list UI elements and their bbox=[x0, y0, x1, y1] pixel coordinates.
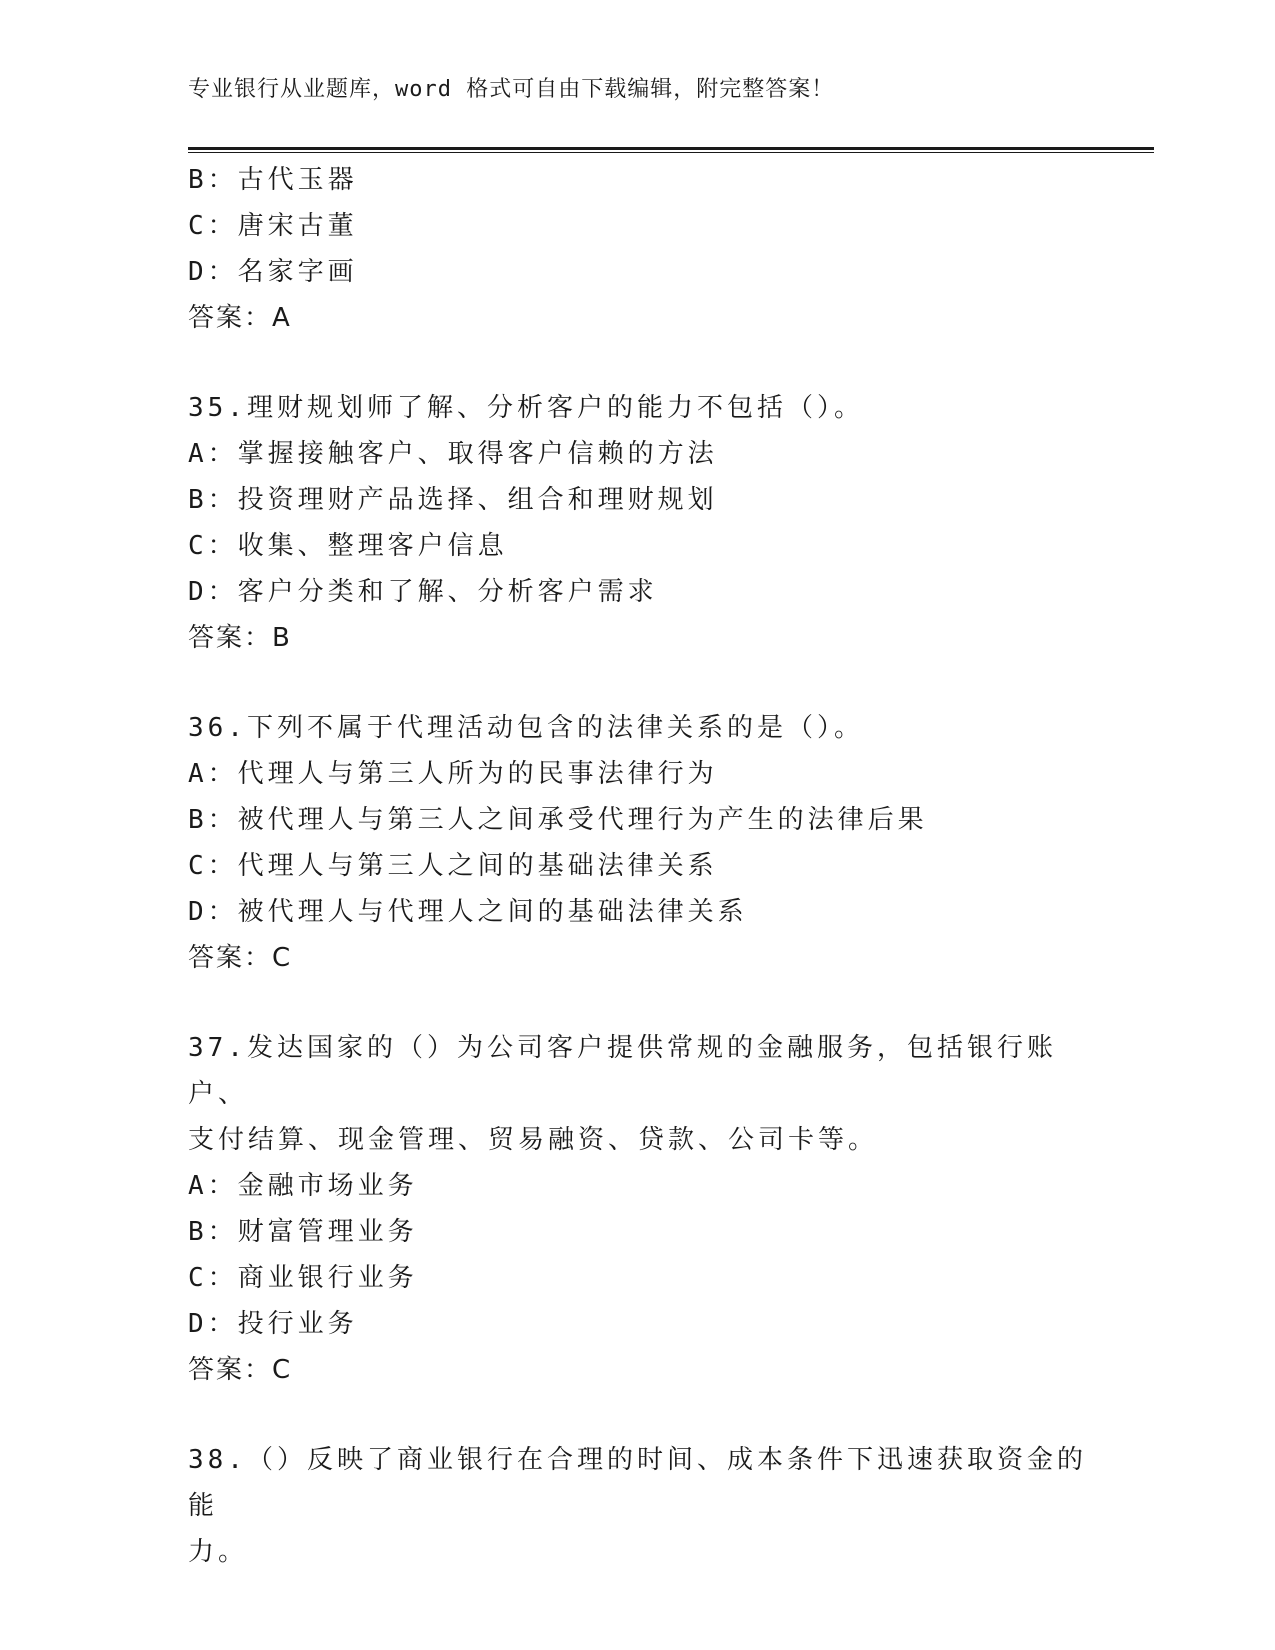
answer: 答案：C bbox=[188, 1355, 293, 1385]
option-a: A：掌握接触客户、取得客户信赖的方法 bbox=[188, 439, 718, 469]
question-38 bbox=[188, 1437, 1088, 1575]
header-divider bbox=[188, 147, 1154, 153]
option-d: D：投行业务 bbox=[188, 1309, 358, 1339]
question-37 bbox=[188, 1025, 1088, 1393]
option-c: C：唐宋古董 bbox=[188, 211, 358, 241]
option-d: D：被代理人与代理人之间的基础法律关系 bbox=[188, 897, 748, 927]
option-b: B：财富管理业务 bbox=[188, 1217, 418, 1247]
option-c: C：商业银行业务 bbox=[188, 1263, 418, 1293]
option-b: B：投资理财产品选择、组合和理财规划 bbox=[188, 485, 718, 515]
question-34-tail bbox=[188, 157, 1088, 341]
answer: 答案：A bbox=[188, 303, 292, 333]
question-stem-line-1: 38.（）反映了商业银行在合理的时间、成本条件下迅速获取资金的能 bbox=[188, 1445, 1087, 1521]
question-stem-line-1: 37.发达国家的（）为公司客户提供常规的金融服务，包括银行账户、 bbox=[188, 1033, 1057, 1109]
option-b: B：被代理人与第三人之间承受代理行为产生的法律后果 bbox=[188, 805, 928, 835]
option-c: C：收集、整理客户信息 bbox=[188, 531, 508, 561]
option-c: C：代理人与第三人之间的基础法律关系 bbox=[188, 851, 718, 881]
question-stem-line-2: 支付结算、现金管理、贸易融资、贷款、公司卡等。 bbox=[188, 1125, 879, 1155]
option-d: D：名家字画 bbox=[188, 257, 358, 287]
question-stem-line-2: 力。 bbox=[188, 1537, 249, 1567]
option-d: D：客户分类和了解、分析客户需求 bbox=[188, 577, 658, 607]
question-stem: 36.下列不属于代理活动包含的法律关系的是（）。 bbox=[188, 713, 864, 743]
option-a: A：代理人与第三人所为的民事法律行为 bbox=[188, 759, 718, 789]
question-list bbox=[188, 157, 1088, 1575]
answer: 答案：B bbox=[188, 623, 292, 653]
question-36 bbox=[188, 705, 1088, 981]
option-b: B：古代玉器 bbox=[188, 165, 358, 195]
page-header: 专业银行从业题库，word 格式可自由下载编辑，附完整答案！ bbox=[188, 77, 835, 102]
answer: 答案：C bbox=[188, 943, 293, 973]
question-stem: 35.理财规划师了解、分析客户的能力不包括（）。 bbox=[188, 393, 864, 423]
option-a: A：金融市场业务 bbox=[188, 1171, 418, 1201]
question-35 bbox=[188, 385, 1088, 661]
